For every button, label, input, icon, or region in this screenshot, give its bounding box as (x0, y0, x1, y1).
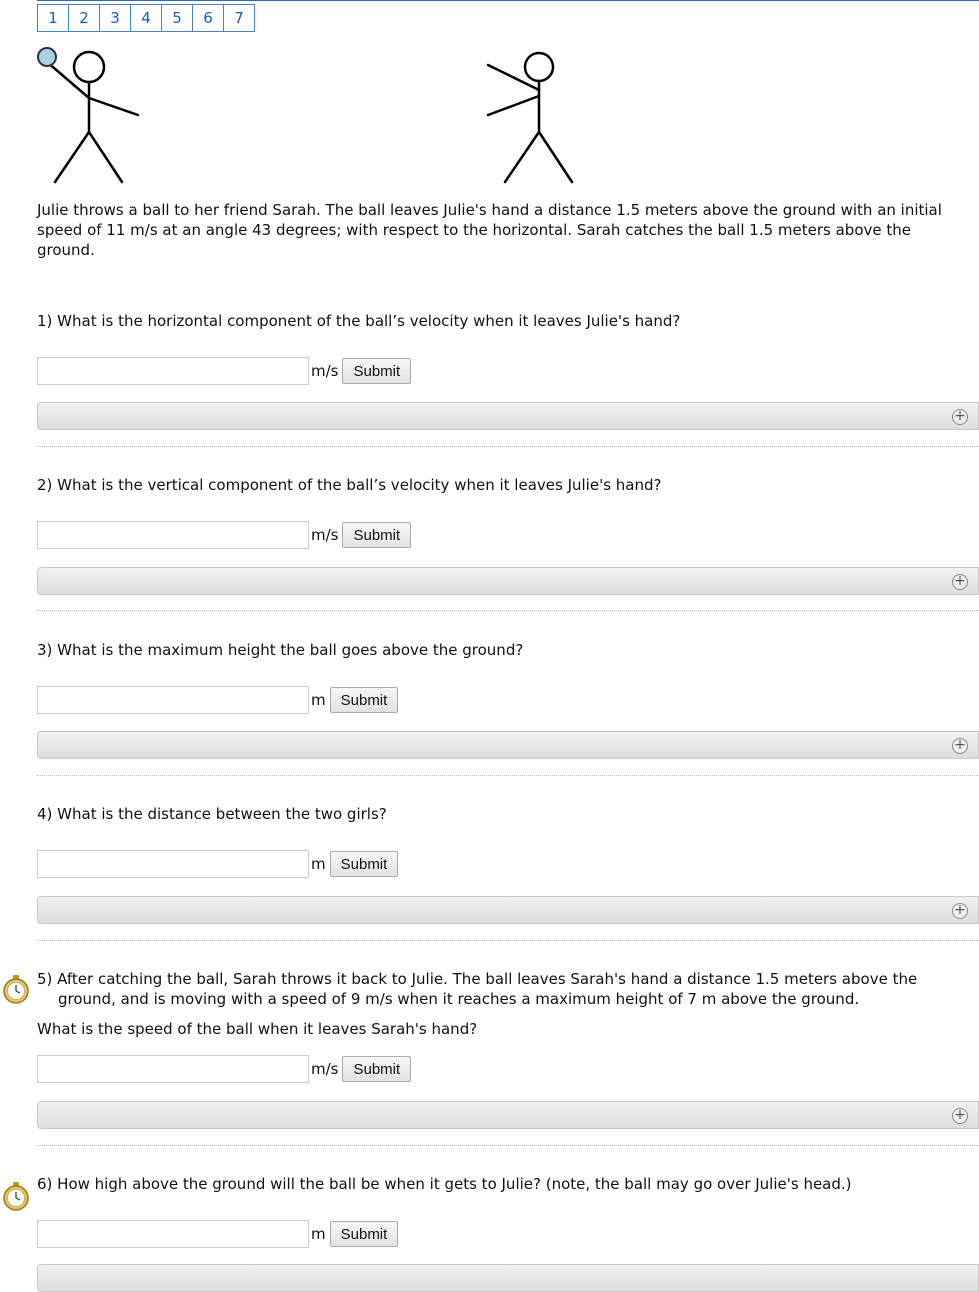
problem-statement: Julie throws a ball to her friend Sarah. The ball leaves Julie's hand a distance 1.5 meters above the ground with an initial speed of 11 m/s at an angle 43 degrees; with respect to the horizontal. Sarah catches the ball 1.5 meters above the ground. (37, 201, 942, 259)
question-2 (37, 475, 972, 495)
answer-row-1 (37, 357, 411, 385)
hint-panel-6[interactable] (37, 1264, 979, 1292)
plus-circle-icon[interactable]: + (952, 574, 968, 590)
top-rule (37, 0, 979, 1)
question-5-text: 5) After catching the ball, Sarah throws it back to Julie. The ball leaves Sarah's hand a distance 1.5 meters above the ground, and is moving with a speed of 9 m/s when it reaches a maximum height of 7 m above the ground. (37, 970, 918, 1008)
submit-button-4[interactable]: Submit (330, 851, 399, 877)
plus-circle-icon[interactable]: + (952, 409, 968, 425)
plus-circle-icon[interactable]: + (952, 1108, 968, 1124)
hint-panel-2[interactable] (37, 567, 979, 595)
unit-label-1: m/s (311, 362, 339, 380)
answer-row-3 (37, 686, 398, 714)
page-link-4[interactable]: 4 (130, 4, 162, 32)
hint-panel-5[interactable] (37, 1101, 979, 1129)
plus-circle-icon[interactable]: + (952, 903, 968, 919)
answer-row-4 (37, 850, 398, 878)
separator (37, 610, 979, 611)
hint-panel-4[interactable] (37, 896, 979, 924)
hint-panel-1[interactable] (37, 402, 979, 430)
ball (38, 48, 56, 66)
submit-button-2[interactable]: Submit (342, 522, 411, 548)
submit-button-3[interactable]: Submit (330, 687, 399, 713)
answer-input-5[interactable] (37, 1055, 309, 1083)
page-link-3[interactable]: 3 (99, 4, 131, 32)
page-link-1[interactable]: 1 (37, 4, 69, 32)
question-1-text: 1) What is the horizontal component of the ball’s velocity when it leaves Julie's hand? (37, 312, 681, 330)
question-5-subtext: What is the speed of the ball when it leaves Sarah's hand? (37, 1020, 478, 1038)
separator (37, 775, 979, 776)
answer-row-5 (37, 1055, 411, 1083)
stopwatch-icon (2, 1181, 30, 1211)
submit-button-6[interactable]: Submit (330, 1221, 399, 1247)
answer-input-3[interactable] (37, 686, 309, 714)
submit-button-5[interactable]: Submit (342, 1056, 411, 1082)
sarah-figure (488, 53, 572, 182)
stopwatch-icon (2, 974, 30, 1004)
answer-input-6[interactable] (37, 1220, 309, 1248)
page-navigation (37, 4, 254, 32)
stick-figures-illustration (30, 40, 590, 190)
question-4-text: 4) What is the distance between the two girls? (37, 805, 387, 823)
answer-row-2 (37, 521, 411, 549)
question-4 (37, 804, 972, 824)
plus-circle-icon[interactable]: + (952, 738, 968, 754)
answer-input-1[interactable] (37, 357, 309, 385)
separator (37, 446, 979, 447)
unit-label-3: m (311, 691, 326, 709)
answer-input-4[interactable] (37, 850, 309, 878)
unit-label-6: m (311, 1225, 326, 1243)
submit-button-1[interactable]: Submit (342, 358, 411, 384)
unit-label-5: m/s (311, 1060, 339, 1078)
question-2-text: 2) What is the vertical component of the ball’s velocity when it leaves Julie's hand? (37, 476, 662, 494)
unit-label-4: m (311, 855, 326, 873)
question-3 (37, 640, 972, 660)
page-link-5[interactable]: 5 (161, 4, 193, 32)
question-6 (37, 1174, 972, 1194)
separator (37, 1145, 979, 1146)
julie-figure (47, 52, 138, 182)
answer-row-6 (37, 1220, 398, 1248)
separator (37, 940, 979, 941)
page-link-6[interactable]: 6 (192, 4, 224, 32)
page-link-2[interactable]: 2 (68, 4, 100, 32)
page-link-7[interactable]: 7 (223, 4, 255, 32)
question-3-text: 3) What is the maximum height the ball goes above the ground? (37, 641, 524, 659)
hint-panel-3[interactable] (37, 731, 979, 759)
question-6-text: 6) How high above the ground will the ball be when it gets to Julie? (note, the ball may go over Julie's head.) (37, 1175, 852, 1193)
unit-label-2: m/s (311, 526, 339, 544)
question-1 (37, 311, 972, 331)
question-5 (37, 969, 972, 1039)
answer-input-2[interactable] (37, 521, 309, 549)
